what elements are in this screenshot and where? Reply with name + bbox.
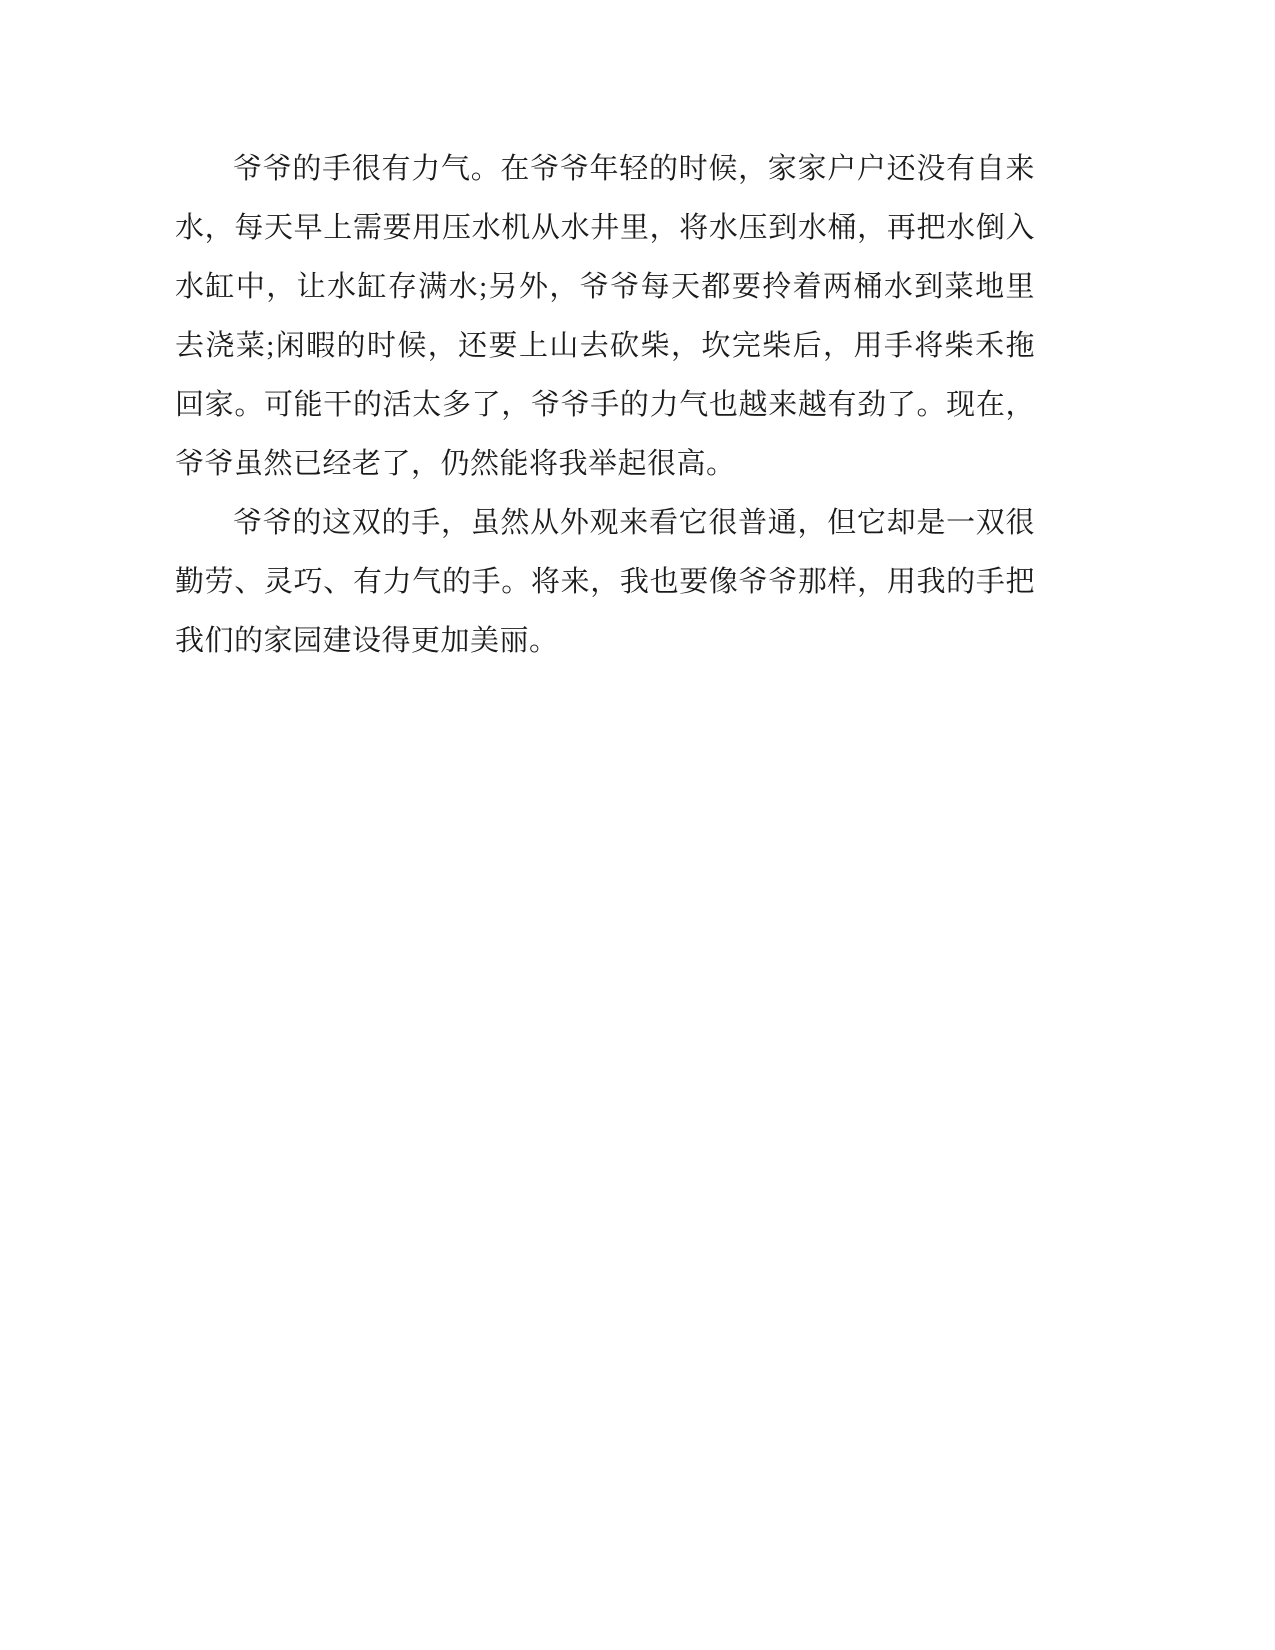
paragraph-1: 爷爷的手很有力气。在爷爷年轻的时候，家家户户还没有自来水，每天早上需要用压水机从水井里，将水压到水桶，再把水倒入水缸中，让水缸存满水;另外，爷爷每天都要拎着两桶水到菜地里去浇菜;闲暇的时候，还要上山去砍柴，坎完柴后，用手将柴禾拖回家。可能干的活太多了，爷爷手的力气也越来越有劲了。现在，爷爷虽然已经老了，仍然能将我举起很高。: [175, 153, 1035, 480]
paragraph-2: 爷爷的这双的手，虽然从外观来看它很普通，但它却是一双很勤劳、灵巧、有力气的手。将来，我也要像爷爷那样，用我的手把我们的家园建设得更加美丽。: [175, 507, 1035, 657]
document-body: [175, 140, 1035, 671]
